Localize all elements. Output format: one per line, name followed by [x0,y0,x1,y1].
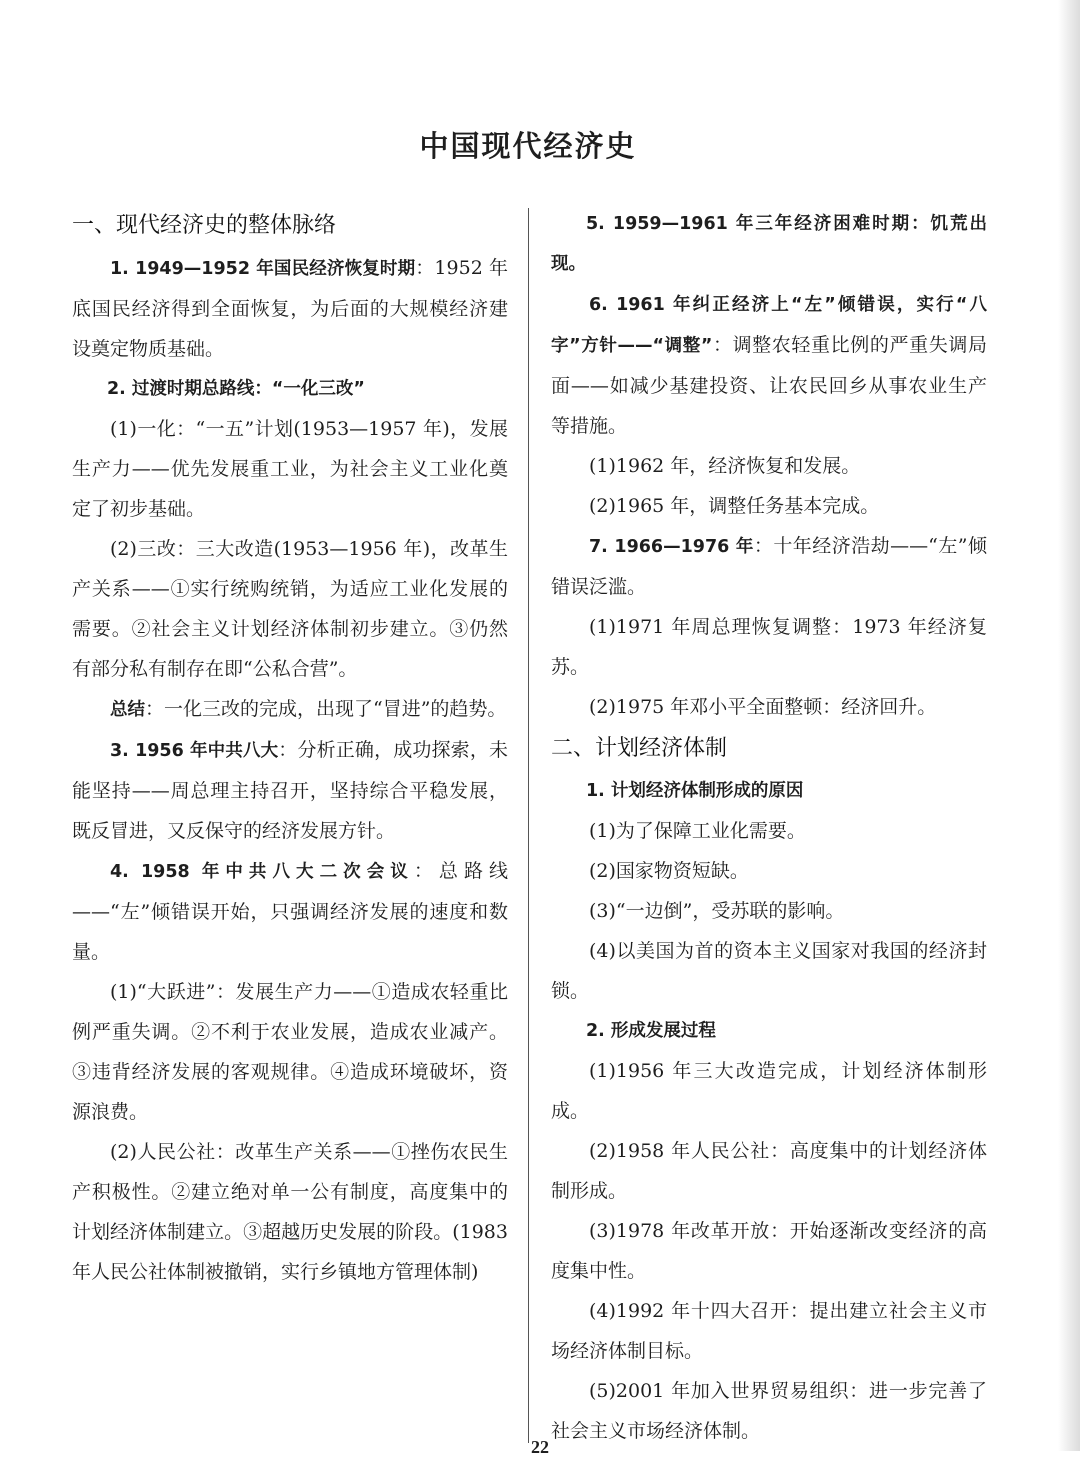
paragraph-second-session [72,851,508,972]
paragraph-process-3: (3)1978 年改革开放：开始逐渐改变经济的高度集中性。 [551,1220,987,1282]
paragraph-1965: (2)1965 年，调整任务基本完成。 [589,495,880,517]
paragraph-reason-3: (3)“一边倒”，受苏联的影响。 [589,900,845,922]
paragraph-1975: (2)1975 年邓小平全面整顿：经济回升。 [589,696,937,718]
right-column [551,204,987,1451]
paragraph-text: ：调整农轻重比例的严重失调局面——如减少基建投资、让农民回乡从事农业生产等措施。 [551,334,987,437]
paragraph-lead: 总结 [110,700,145,720]
paragraph-text: ：一化三改的完成，出现了“冒进”的趋势。 [145,698,507,720]
paragraph-great-leap: (1)“大跃进”：发展生产力——①造成农轻重比例严重失调。②不利于农业发展，造成农业减产。③违背经济发展的客观规律。④造成环境破坏，资源浪费。 [72,981,508,1123]
paragraph-lead: 1. 1949—1952 年国民经济恢复时期 [110,259,416,279]
paragraph-lead: 3. 1956 年中共八大 [110,741,279,761]
column-divider [528,208,529,1443]
paragraph-decade [551,526,987,607]
paragraph-lead: 6. 1961 年纠正经济上“左”倾错误，实行“八字”方针——“调整” [551,295,987,356]
paragraph-lead: 7. 1966—1976 年 [589,537,754,557]
paragraph-difficult-years: 5. 1959—1961 年三年经济困难时期：饥荒出现。 [551,214,987,274]
paragraph-process-2: (2)1958 年人民公社：高度集中的计划经济体制形成。 [551,1140,987,1202]
paragraph-recovery [72,248,508,369]
paragraph-1971: (1)1971 年周总理恢复调整：1973 年经济复苏。 [551,616,987,678]
subheading-process: 2. 形成发展过程 [586,1021,716,1041]
paragraph-reason-1: (1)为了保障工业化需要。 [589,820,806,842]
section-heading-2: 二、计划经济体制 [551,736,728,761]
section-heading-1: 一、现代经济史的整体脉络 [72,213,337,238]
paragraph-text: ：十年经济浩劫——“左”倾错误泛滥。 [551,535,987,598]
paragraph-industrialization: (1)一化：“一五”计划(1953—1957 年)，发展生产力——优先发展重工业，为社会主义工业化奠定了初步基础。 [72,418,508,520]
paragraph-summary [72,689,508,730]
subheading-transition: 2. 过渡时期总路线：“一化三改” [107,379,365,399]
subheading-reasons: 1. 计划经济体制形成的原因 [586,781,804,801]
paragraph-adjustment [551,284,987,446]
paragraph-communes: (2)人民公社：改革生产关系——①挫伤农民生产积极性。②建立绝对单一公有制度，高度集中的计划经济体制建立。③超越历史发展的阶段。(1983 年人民公社体制被撤销，实行乡镇地方管理体制) [72,1141,508,1283]
paragraph-process-5: (5)2001 年加入世界贸易组织：进一步完善了社会主义市场经济体制。 [551,1380,987,1442]
paragraph-eighth-congress [72,730,508,851]
page-edge [1058,0,1080,1451]
paragraph-lead: 4. 1958 年中共八大二次会议 [110,862,414,882]
paragraph-process-1: (1)1956 年三大改造完成，计划经济体制形成。 [551,1060,987,1122]
paragraph-text: ：分析正确，成功探索，未能坚持——周总理主持召开，坚持综合平稳发展，既反冒进，又反保守的经济发展方针。 [72,739,508,842]
paragraph-three-reforms: (2)三改：三大改造(1953—1956 年)，改革生产关系——①实行统购统销，为适应工业化发展的需要。②社会主义计划经济体制初步建立。③仍然有部分私有制存在即“公私合营”。 [72,538,508,680]
paragraph-reason-2: (2)国家物资短缺。 [589,860,749,882]
page-title: 中国现代经济史 [419,129,637,163]
paragraph-process-4: (4)1992 年十四大召开：提出建立社会主义市场经济体制目标。 [551,1300,987,1362]
paragraph-reason-4: (4)以美国为首的资本主义国家对我国的经济封锁。 [551,940,987,1002]
left-column [72,204,508,1292]
page-number: 22 [531,1437,549,1457]
paragraph-1962: (1)1962 年，经济恢复和发展。 [589,455,861,477]
paragraph-text: ：1952 年底国民经济得到全面恢复，为后面的大规模经济建设奠定物质基础。 [72,257,508,360]
paragraph-text: ：总路线——“左”倾错误开始，只强调经济发展的速度和数量。 [72,860,508,963]
